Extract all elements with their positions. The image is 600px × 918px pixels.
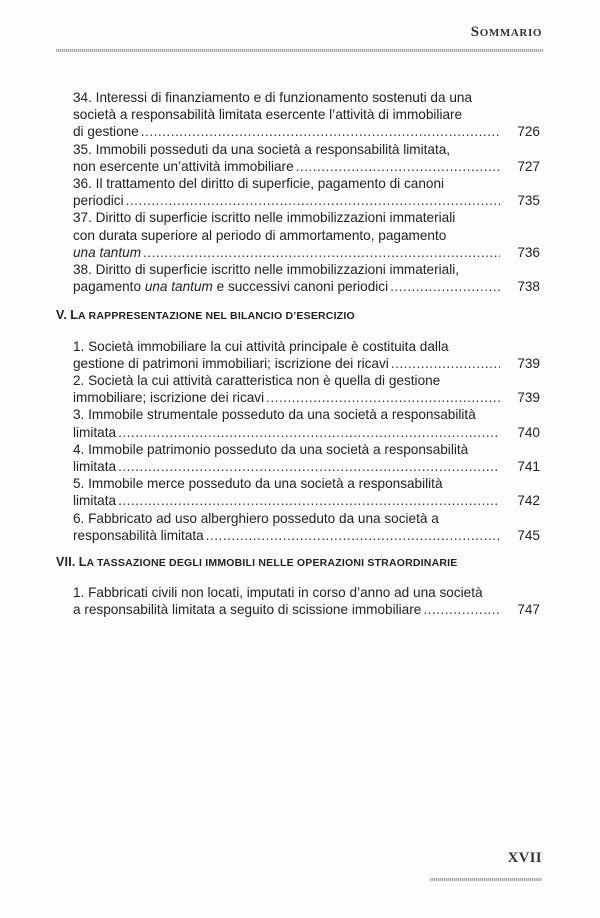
toc-entry-35 bbox=[73, 141, 540, 175]
page-number: 727 bbox=[517, 158, 540, 174]
page-number: 739 bbox=[517, 390, 540, 406]
toc-entry-34 bbox=[73, 89, 540, 141]
section-roman-numeral: VII. bbox=[56, 555, 76, 570]
dot-leader bbox=[390, 278, 500, 295]
running-header-title: Sommario bbox=[470, 24, 542, 40]
section-title: A RAPPRESENTAZIONE NEL BILANCIO D’ESERCIZIO bbox=[78, 310, 355, 323]
page-number: 745 bbox=[517, 527, 540, 543]
dot-leader bbox=[266, 389, 500, 406]
entry-text-line: limitata bbox=[73, 493, 117, 509]
page-number: 747 bbox=[517, 602, 540, 618]
entry-text-line: 38. Diritto di superficie iscritto nelle immobilizzazioni immateriali, bbox=[73, 262, 460, 278]
entry-text-line: 37. Diritto di superficie iscritto nelle immobilizzazioni immateriali bbox=[73, 210, 456, 226]
dot-leader bbox=[206, 527, 500, 544]
entry-text-line: 3. Immobile strumentale posseduto da una società a responsabilità bbox=[73, 407, 476, 423]
dot-leader bbox=[141, 123, 500, 140]
dot-leader bbox=[391, 355, 500, 372]
dot-leader bbox=[296, 158, 500, 175]
entry-text-line: di gestione bbox=[73, 124, 139, 140]
page-number: 742 bbox=[517, 493, 540, 509]
page-number: 726 bbox=[517, 124, 540, 140]
toc-entry-v2 bbox=[73, 372, 540, 406]
entry-text-line: società a responsabilità limitata esercente l’attività di immobiliare bbox=[73, 107, 463, 123]
dot-leader bbox=[126, 192, 500, 209]
entry-text: pagamento bbox=[73, 279, 145, 295]
entry-text-line: non esercente un’attività immobiliare bbox=[73, 158, 294, 174]
toc-entry-v3 bbox=[73, 406, 540, 440]
page-number: 736 bbox=[517, 244, 540, 260]
dot-leader bbox=[423, 601, 500, 618]
entry-text-line: responsabilità limitata bbox=[73, 527, 204, 543]
entry-text-line: periodici bbox=[73, 193, 124, 209]
entry-italic-text: una tantum bbox=[73, 244, 142, 260]
toc-entry-37 bbox=[73, 209, 540, 261]
section-heading-v bbox=[56, 307, 540, 325]
dot-leader bbox=[118, 424, 500, 441]
entry-text: e successivi canoni periodici bbox=[212, 279, 389, 295]
section-initial: L bbox=[70, 308, 79, 323]
page-number: 739 bbox=[517, 355, 540, 371]
dot-leader bbox=[118, 492, 500, 509]
toc-entry-38 bbox=[73, 261, 540, 295]
entry-text-line: 4. Immobile patrimonio posseduto da una società a responsabilità bbox=[73, 441, 469, 457]
page-number: 738 bbox=[517, 279, 540, 295]
toc-entry-vii1 bbox=[73, 584, 540, 618]
page-number: 740 bbox=[517, 424, 540, 440]
header-rule bbox=[56, 49, 543, 52]
entry-text-line: 1. Fabbricati civili non locati, imputati in corso d’anno ad una società bbox=[73, 585, 483, 601]
entry-text-line: 1. Società immobiliare la cui attività principale è costituita dalla bbox=[73, 338, 449, 354]
toc-entry-36 bbox=[73, 175, 540, 209]
entry-text-line: 34. Interessi di finanziamento e di funzionamento sostenuti da una bbox=[73, 90, 473, 105]
section-heading-vii bbox=[56, 554, 540, 572]
toc-entry-v1 bbox=[73, 338, 540, 372]
entry-text-line: 5. Immobile merce posseduto da una società a responsabilità bbox=[73, 476, 443, 492]
entry-text-line: limitata bbox=[73, 459, 117, 475]
entry-text-line: con durata superiore al periodo di ammortamento, pagamento bbox=[73, 227, 447, 243]
entry-text-line: 35. Immobili posseduti da una società a responsabilità limitata, bbox=[73, 141, 451, 157]
dot-leader bbox=[118, 458, 500, 475]
page-number-footer: XVII bbox=[507, 850, 542, 866]
toc-entry-v6 bbox=[73, 510, 540, 544]
page-number: 735 bbox=[517, 193, 540, 209]
entry-text-line: limitata bbox=[73, 424, 117, 440]
entry-text-line: a responsabilità limitata a seguito di scissione immobiliare bbox=[73, 602, 422, 618]
entry-text-line: immobiliare; iscrizione dei ricavi bbox=[73, 390, 265, 406]
entry-text-line: 36. Il trattamento del diritto di superficie, pagamento di canoni bbox=[73, 176, 445, 192]
entry-text-line: 6. Fabbricato ad uso alberghiero posseduto da una società a bbox=[73, 510, 439, 526]
section-roman-numeral: V. bbox=[56, 308, 68, 323]
entry-text-line: gestione di patrimoni immobiliari; iscrizione dei ricavi bbox=[73, 355, 389, 371]
page-number: 741 bbox=[517, 459, 540, 475]
section-initial: L bbox=[78, 555, 87, 570]
entry-italic-text: una tantum bbox=[144, 279, 213, 295]
toc-entry-v5 bbox=[73, 475, 540, 509]
toc-entry-v4 bbox=[73, 441, 540, 475]
section-title: A TASSAZIONE DEGLI IMMOBILI NELLE OPERAZIONI STRAORDINARIE bbox=[86, 557, 458, 570]
dot-leader bbox=[143, 244, 500, 261]
table-of-contents bbox=[56, 89, 540, 619]
entry-text-line: 2. Società la cui attività caratteristica non è quella di gestione bbox=[73, 373, 441, 389]
footer-rule bbox=[430, 878, 542, 881]
